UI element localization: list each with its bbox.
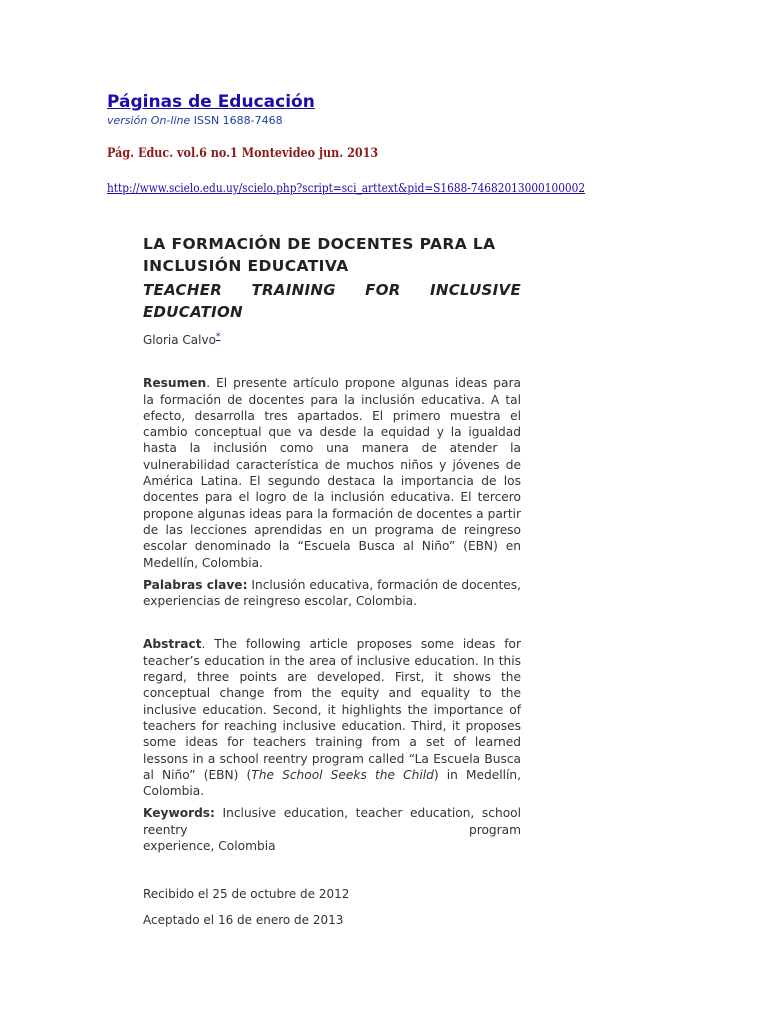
issn: ISSN 1688-7468 [193, 114, 283, 127]
article-url-link[interactable]: http://www.scielo.edu.uy/scielo.php?script=sci_arttext&pid=S1688-74682013000100002 [107, 181, 586, 195]
abstract-end: ) in Medellín, Colombia. [143, 767, 522, 799]
resumen-text: . El presente artículo propone algunas ideas para la formación de docentes para la inclusión educativa. A tal efecto, desarrolla tres apartados. El primero muestra el cambio conceptual que va desde la equidad y la igualdad hasta la inclusión como una manera de atender la vulnerabilidad característica de muchos niños y jóvenes de América Latina. El segundo destaca la importancia de los docentes para el logro de la inclusión educativa. El tercero propone algunas ideas para la formación de docentes a partir de las lecciones aprendidas en un programa de reingreso escolar denominado la “Escuela Busca al Niño” (EBN) en Medellín, Colombia. [143, 376, 521, 570]
palabras-clave-text: Inclusión educativa, formación de docentes, experiencias de reingreso escolar, Colombia. [143, 577, 521, 609]
keywords-text-1: Inclusive education, teacher education, school [214, 806, 521, 821]
version-label: versión On-line [107, 114, 191, 127]
article-title-en: TEACHER TRAINING FOR INCLUSIVE EDUCATION [143, 281, 521, 321]
keywords-paragraph [143, 805, 521, 854]
dates-block [143, 886, 521, 928]
article-title-es: LA FORMACIÓN DE DOCENTES PARA LA INCLUSIÓN EDUCATIVA [143, 235, 496, 275]
keywords-line-3: experience, Colombia [143, 839, 276, 854]
resumen-paragraph [143, 375, 521, 571]
keywords-line-1 [143, 805, 521, 821]
resumen-label: Resumen [143, 376, 207, 391]
abstract-paragraph [143, 636, 521, 799]
abstract-label: Abstract [143, 637, 202, 652]
palabras-clave-label: Palabras clave: [143, 577, 248, 592]
citation: Pág. Educ. vol.6 no.1 Montevideo jun. 2013 [107, 146, 379, 161]
received-date: Recibido el 25 de octubre de 2012 [143, 887, 350, 902]
accepted-date: Aceptado el 16 de enero de 2013 [143, 912, 344, 927]
author-note-link[interactable]: * [215, 332, 221, 342]
keywords-label: Keywords: [143, 806, 215, 821]
keywords-line-2: reentry program [143, 822, 521, 837]
author-name: Gloria Calvo [143, 333, 216, 347]
palabras-clave-paragraph [143, 577, 521, 610]
journal-title-link[interactable]: Páginas de Educación [107, 92, 315, 112]
abstract-text: . The following article proposes some ideas for teacher’s education in the area of inclusive education. In this regard, three points are developed. First, it shows the conceptual change from the equity and equality to the inclusive education. Second, it highlights the importance of teachers for reaching inclusive education. Third, it proposes some ideas for teachers training from a set of learned lessons in a school reentry program called “La Escuela Busca al Niño” (EBN) ( [143, 637, 521, 782]
abstract-italic-title: The School Seeks the Child [251, 767, 434, 782]
version-line [107, 114, 283, 127]
author [143, 329, 521, 348]
article-body [143, 233, 521, 937]
